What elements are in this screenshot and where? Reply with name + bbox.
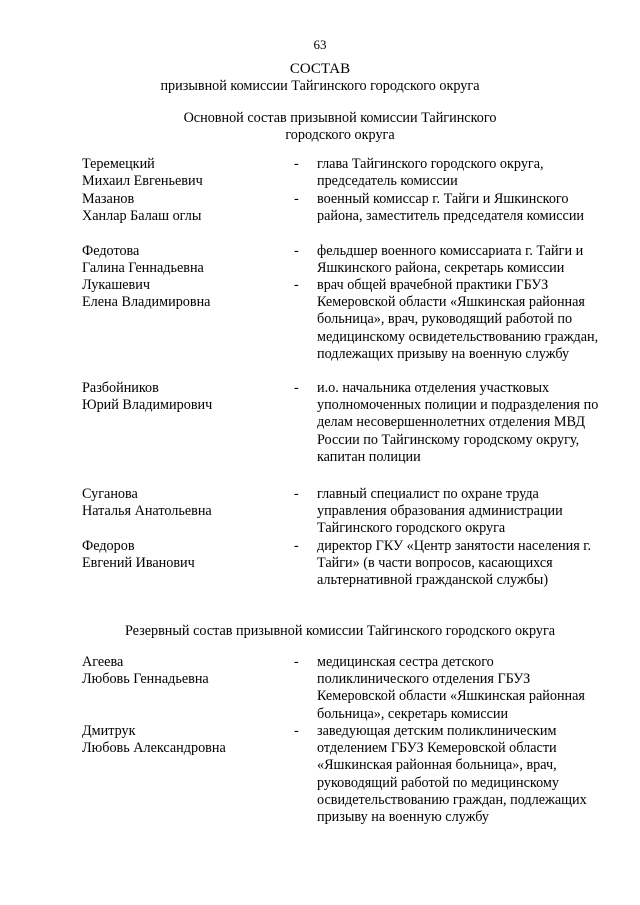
member-given-name: Любовь Геннадьевна [82, 671, 209, 688]
member-role: главный специалист по охране труда управления образования администрации Тайгинского городского округа [317, 486, 563, 537]
member-role: глава Тайгинского городского округа, председатель комиссии [317, 156, 544, 190]
member-name [82, 654, 282, 688]
member-name [82, 380, 282, 414]
member-given-name: Галина Геннадьевна [82, 260, 204, 277]
member-role: врач общей врачебной практики ГБУЗ Кемеровской области «Яшкинская районная больница», врач, руководящий работой по медицинскому освидетельствованию граждан, подлежащих призыву на военную службу [317, 277, 599, 362]
member-role: медицинская сестра детского поликлинического отделения ГБУЗ Кемеровской области «Яшкинская районная больница», секретарь комиссии [317, 654, 585, 722]
member-surname: Теремецкий [82, 156, 155, 172]
member-given-name: Михаил Евгеньевич [82, 173, 203, 190]
member-surname: Федоров [82, 538, 135, 554]
member-dash: - [294, 723, 299, 739]
member-surname: Мазанов [82, 191, 135, 207]
member-surname: Суганова [82, 486, 138, 502]
member-surname: Лукашевич [82, 277, 150, 293]
member-role: фельдшер военного комиссариата г. Тайги и Яшкинского района, секретарь комиссии [317, 243, 584, 277]
member-name [82, 191, 282, 225]
member-surname: Дмитрук [82, 723, 136, 739]
member-dash: - [294, 243, 299, 259]
member-dash: - [294, 380, 299, 396]
member-surname: Федотова [82, 243, 140, 259]
member-dash: - [294, 654, 299, 670]
member-given-name: Елена Владимировна [82, 294, 211, 311]
main-composition-heading: Основной состав призывной комиссии Тайгинского городского округа [183, 110, 497, 144]
reserve-composition-heading: Резервный состав призывной комиссии Тайгинского городского округа [124, 623, 556, 639]
member-name [82, 243, 282, 277]
member-role: и.о. начальника отделения участковых уполномоченных полиции и подразделения по делам несовершеннолетних отделения МВД России по Тайгинскому городскому округу, капитан полиции [317, 380, 599, 465]
member-name [82, 277, 282, 311]
member-surname: Разбойников [82, 380, 159, 396]
member-surname: Агеева [82, 654, 124, 670]
member-dash: - [294, 486, 299, 502]
member-name [82, 156, 282, 190]
member-name [82, 538, 282, 572]
member-name [82, 723, 282, 757]
member-given-name: Любовь Александровна [82, 740, 226, 757]
member-given-name: Юрий Владимирович [82, 397, 213, 414]
member-dash: - [294, 277, 299, 293]
member-given-name: Наталья Анатольевна [82, 503, 212, 520]
document-title: СОСТАВ [289, 61, 351, 77]
member-role: заведующая детским поликлиническим отделением ГБУЗ Кемеровской области «Яшкинская районная больница», врач, руководящий работой по медицинскому освидетельствованию граждан, подлежащих призыву на военную службу [317, 723, 587, 826]
page-number: 63 [313, 37, 327, 52]
member-given-name: Евгений Иванович [82, 555, 195, 572]
member-dash: - [294, 191, 299, 207]
member-role: директор ГКУ «Центр занятости населения г. Тайги» (в части вопросов, касающихся альтернативной гражданской службы) [317, 538, 592, 589]
member-given-name: Ханлар Балаш оглы [82, 208, 202, 225]
member-dash: - [294, 538, 299, 554]
member-dash: - [294, 156, 299, 172]
document-subtitle: призывной комиссии Тайгинского городского округа [160, 78, 480, 94]
member-name [82, 486, 282, 520]
member-role: военный комиссар г. Тайги и Яшкинского района, заместитель председателя комиссии [317, 191, 585, 225]
